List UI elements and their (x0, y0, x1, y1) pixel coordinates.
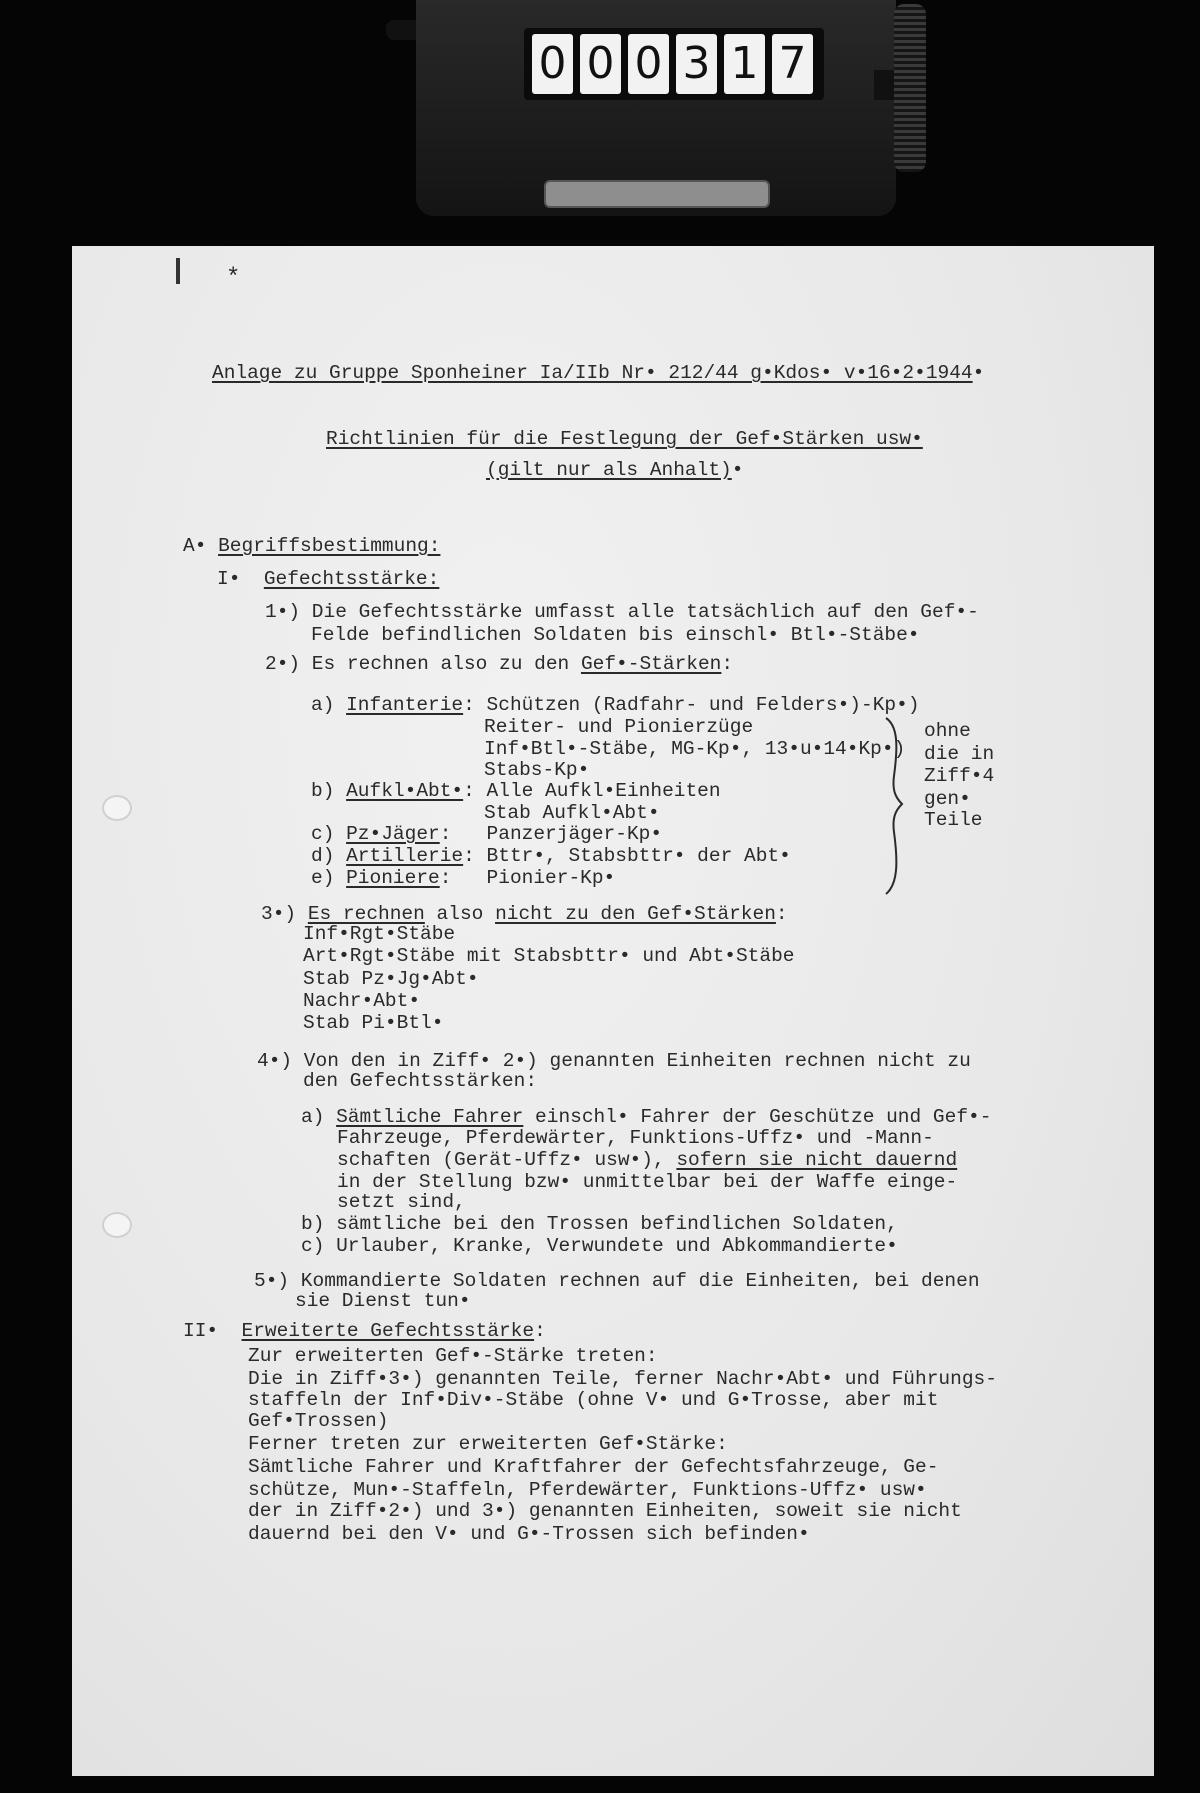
text-line (337, 1191, 466, 1213)
text-line (311, 867, 615, 889)
text-line (484, 716, 753, 738)
text-segment: 4•) Von den in Ziff• 2•) genannten Einheiten rechnen nicht zu (257, 1050, 971, 1072)
underlined-text: Gefechtsstärke: (263, 568, 440, 590)
counter-digit: 0 (532, 34, 573, 94)
text-line (303, 923, 455, 945)
text-segment: : (775, 903, 788, 925)
counter-reset-knob (894, 4, 926, 172)
text-line (311, 823, 662, 845)
text-line (248, 1523, 810, 1545)
text-line (303, 1070, 537, 1092)
underlined-text: (gilt nur als Anhalt) (486, 459, 732, 481)
document-subtitle (486, 459, 743, 481)
text-line (265, 601, 979, 623)
text-line (337, 1149, 957, 1171)
text-line (248, 1479, 927, 1501)
text-segment: Ziff•4 (924, 765, 995, 787)
text-segment: Die in Ziff•3•) genannten Teile, ferner Nachr•Abt• und Führungs- (248, 1368, 997, 1390)
text-segment: die in (924, 743, 995, 765)
text-segment: c) Urlauber, Kranke, Verwundete und Abkommandierte• (301, 1235, 898, 1257)
underlined-text: Anlage zu Gruppe Sponheiner Ia/IIb Nr• 212/44 g•Kdos• v•16•2•1944 (212, 362, 973, 384)
text-line (183, 535, 440, 557)
text-segment: Ferner treten zur erweiterten Gef•Stärke: (248, 1433, 728, 1455)
text-segment: c) (311, 823, 347, 845)
counter-digit: 7 (772, 34, 813, 94)
text-segment: schaften (Gerät-Uffz• usw•), (337, 1149, 677, 1171)
text-line (248, 1500, 962, 1522)
text-segment: Fahrzeuge, Pferdewärter, Funktions-Uffz• und -Mann- (337, 1127, 934, 1149)
document-header (212, 362, 984, 384)
text-segment: in der Stellung bzw• unmittelbar bei der Waffe einge- (337, 1171, 958, 1193)
text-line (311, 845, 791, 867)
underlined-text: nicht zu den Gef•Stärken (495, 903, 776, 925)
text-line (257, 1050, 971, 1072)
text-segment: I• (217, 568, 264, 590)
underlined-text: Pioniere (346, 867, 440, 889)
text-segment: Stab Pz•Jg•Abt• (303, 968, 479, 990)
text-segment: e) (311, 867, 347, 889)
text-segment: Reiter- und Pionierzüge (484, 716, 754, 738)
text-line (337, 1127, 934, 1149)
text-segment: also (424, 903, 496, 925)
text-segment: : Bttr•, Stabsbttr• der Abt• (463, 845, 791, 867)
text-segment: den Gefechtsstärken: (303, 1070, 538, 1092)
text-line (248, 1456, 938, 1478)
text-line (261, 903, 788, 925)
underlined-text: Erweiterte Gefechtsstärke (241, 1320, 535, 1342)
text-line (484, 802, 660, 824)
text-segment: Inf•Rgt•Stäbe (303, 923, 456, 945)
text-line (248, 1368, 997, 1390)
text-segment: Stab Aufkl•Abt• (484, 802, 660, 824)
text-segment: schütze, Mun•-Staffeln, Pferdewärter, Funktions-Uffz• usw• (248, 1479, 927, 1501)
underlined-text: Es rechnen (307, 903, 425, 925)
text-segment: 5•) Kommandierte Soldaten rechnen auf die Einheiten, bei denen (254, 1270, 980, 1292)
counter-nameplate (544, 180, 770, 208)
counter-digit: 0 (628, 34, 669, 94)
text-segment: b) sämtliche bei den Trossen befindlichen Soldaten, (301, 1213, 898, 1235)
text-segment: 1•) Die Gefechtsstärke umfasst alle tatsächlich auf den Gef•- (265, 601, 979, 623)
text-segment: 2•) Es rechnen also zu den (265, 653, 581, 675)
tally-counter-device (416, 0, 926, 216)
asterisk-mark: * (226, 265, 241, 292)
counter-body (416, 0, 896, 216)
text-segment: dauernd bei den V• und G•-Trossen sich befinden• (248, 1523, 810, 1545)
underlined-text: Artillerie (346, 845, 464, 867)
text-segment: Felde befindlichen Soldaten bis einschl• Btl•-Stäbe• (311, 624, 920, 646)
text-line (301, 1106, 991, 1128)
counter-digit: 0 (580, 34, 621, 94)
text-line (924, 720, 971, 742)
underlined-text: Begriffsbestimmung: (218, 535, 441, 557)
text-segment: einschl• Fahrer der Geschütze und Gef•- (523, 1106, 992, 1128)
text-line (248, 1433, 728, 1455)
text-segment: Nachr•Abt• (303, 990, 421, 1012)
underlined-text: Richtlinien für die Festlegung der Gef•Stärken usw• (326, 428, 923, 450)
text-line (303, 968, 479, 990)
text-line (303, 1012, 443, 1034)
text-line (248, 1345, 658, 1367)
text-segment: A• (183, 535, 219, 557)
text-segment: Gef•Trossen) (248, 1410, 389, 1432)
text-segment: der in Ziff•2•) und 3•) genannten Einheiten, soweit sie nicht (248, 1500, 962, 1522)
underlined-text: Pz•Jäger (346, 823, 440, 845)
text-segment: 3•) (261, 903, 308, 925)
counter-digit: 3 (676, 34, 717, 94)
text-line (248, 1410, 388, 1432)
text-line (924, 809, 983, 831)
text-segment: • (731, 459, 744, 481)
text-segment: : Schützen (Radfahr- und Felders•)-Kp•) (463, 694, 920, 716)
text-line (183, 1320, 546, 1342)
text-segment: Teile (924, 809, 983, 831)
punch-hole (102, 1212, 132, 1238)
text-segment: staffeln der Inf•Div•-Stäbe (ohne V• und G•Trosse, aber mit (248, 1389, 939, 1411)
text-line (311, 694, 920, 716)
text-line (301, 1213, 898, 1235)
text-segment: • (972, 362, 985, 384)
text-line (924, 788, 971, 810)
text-segment: : (721, 653, 734, 675)
text-segment: Zur erweiterten Gef•-Stärke treten: (248, 1345, 658, 1367)
text-segment: : Panzerjäger-Kp• (439, 823, 663, 845)
text-line (924, 765, 994, 787)
document-title (326, 428, 923, 450)
underlined-text: Infanterie (346, 694, 464, 716)
text-segment: sie Dienst tun• (295, 1290, 471, 1312)
text-line (295, 1290, 471, 1312)
text-line (311, 624, 920, 646)
counter-digit-window (524, 28, 824, 100)
text-segment: a) (311, 694, 347, 716)
text-line (484, 759, 589, 781)
text-line (265, 653, 733, 675)
text-segment: setzt sind, (337, 1191, 466, 1213)
punch-hole (102, 795, 132, 821)
text-segment: ohne (924, 720, 971, 742)
text-segment: : (534, 1320, 546, 1342)
margin-mark (176, 258, 180, 284)
text-segment: Sämtliche Fahrer und Kraftfahrer der Gefechtsfahrzeuge, Ge- (248, 1456, 939, 1478)
text-segment: gen• (924, 788, 971, 810)
text-line (311, 780, 721, 802)
underlined-text: Sämtliche Fahrer (336, 1106, 524, 1128)
text-line (254, 1270, 980, 1292)
text-segment: Inf•Btl•-Stäbe, MG-Kp•, 13•u•14•Kp•) (484, 738, 906, 760)
text-line (301, 1235, 898, 1257)
text-line (337, 1171, 957, 1193)
text-line (484, 738, 905, 760)
text-segment: : Alle Aufkl•Einheiten (463, 780, 721, 802)
text-segment: : Pionier-Kp• (439, 867, 616, 889)
text-segment: II• (183, 1320, 242, 1342)
text-segment: Art•Rgt•Stäbe mit Stabsbttr• und Abt•Stäbe (303, 945, 795, 967)
text-segment: b) (311, 780, 347, 802)
underlined-text: sofern sie nicht dauernd (676, 1149, 958, 1171)
text-segment: d) (311, 845, 347, 867)
text-line (303, 990, 420, 1012)
text-line (248, 1389, 938, 1411)
text-line (924, 743, 994, 765)
text-segment: Stab Pi•Btl• (303, 1012, 444, 1034)
text-segment: Stabs-Kp• (484, 759, 590, 781)
text-line (217, 568, 439, 590)
counter-digit: 1 (724, 34, 765, 94)
underlined-text: Gef•-Stärken (580, 653, 722, 675)
text-segment: a) (301, 1106, 337, 1128)
underlined-text: Aufkl•Abt• (346, 780, 464, 802)
text-line (303, 945, 794, 967)
